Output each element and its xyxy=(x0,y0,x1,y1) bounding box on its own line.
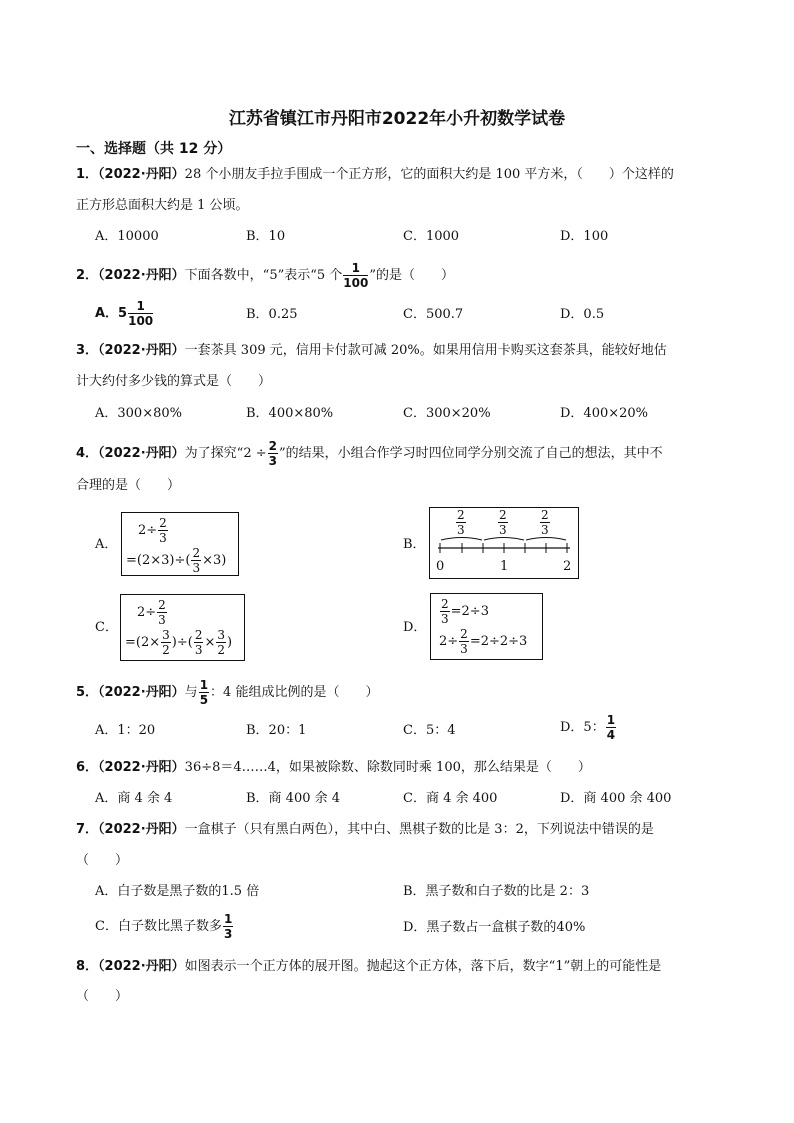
option-a: A．5 $\frac{1}{100}$ xyxy=(95,299,154,328)
question-8-line-2: （ ） xyxy=(76,989,129,1004)
option-c: C．1000 xyxy=(403,229,460,244)
question-number: 4． xyxy=(76,446,99,461)
question-6 xyxy=(76,759,591,777)
tick-label: 1 xyxy=(500,559,509,574)
question-text: 36÷8＝4……4，如果被除数、除数同时乘 100，那么结果是（ ） xyxy=(184,760,591,775)
question-source: （2022·丹阳） xyxy=(98,343,185,358)
question-1-line-2: 正方形总面积大约是 1 公顷。 xyxy=(76,198,249,213)
option-b: B．0.25 xyxy=(246,307,298,322)
option-d: D．100 xyxy=(560,229,609,244)
question-text: 下面各数中，“5”表示“5 个 xyxy=(184,268,343,283)
option-b: B．400×80% xyxy=(246,406,334,421)
question-text: ”的是（ ） xyxy=(369,268,455,283)
option-d: D．0.5 xyxy=(560,307,605,322)
fraction: $\frac{2}{3}$ xyxy=(499,508,507,537)
question-text: ”的结果，小组合作学习时四位同学分别交流了自己的想法，其中不 xyxy=(278,446,663,461)
option-d-label: D． xyxy=(403,620,427,635)
question-text: ：4 能组成比例的是（ ） xyxy=(210,685,379,700)
question-number: 8． xyxy=(76,959,99,974)
option-b: B．商 400 余 4 xyxy=(246,791,341,806)
question-source: （2022·丹阳） xyxy=(98,760,185,775)
option-d: D．黑子数占一盒棋子数的40% xyxy=(403,920,586,935)
option-c: C．商 4 余 400 xyxy=(403,791,498,806)
option-b: B．10 xyxy=(246,229,286,244)
option-a-box: 2÷ $\frac{2}{3}$ =(2×3)÷( $\frac{2}{3}$ ×3) xyxy=(121,512,239,576)
question-3-line-2: 计大约付多少钱的算式是（ ） xyxy=(76,374,272,389)
option-c: C．300×20% xyxy=(403,406,491,421)
fraction: $\frac{1}{100}$ xyxy=(128,299,154,328)
option-c: C．白子数比黑子数多 $\frac{1}{3}$ xyxy=(95,912,233,941)
section-heading: 一、选择题（共 12 分） xyxy=(76,141,232,157)
fraction: $\frac{1}{4}$ xyxy=(606,713,616,742)
tick-label: 0 xyxy=(436,559,445,574)
option-d-box: $\frac{2}{3}$ =2÷3 2÷ $\frac{2}{3}$ =2÷2÷3 xyxy=(430,593,543,660)
question-number: 5． xyxy=(76,685,99,700)
question-8 xyxy=(76,958,661,976)
question-text: 一套茶具 309 元，信用卡付款可减 20%。如果用信用卡购买这套茶具，能较好地估 xyxy=(184,343,667,358)
option-b: B．黑子数和白子数的比是 2：3 xyxy=(403,884,590,899)
question-3 xyxy=(76,342,667,360)
fraction: $\frac{1}{100}$ xyxy=(343,261,369,290)
option-d: D．商 400 余 400 xyxy=(560,791,672,806)
question-source: （2022·丹阳） xyxy=(98,685,185,700)
question-7-line-2: （ ） xyxy=(76,853,129,868)
question-text: 与 xyxy=(184,685,198,700)
option-d: D．400×20% xyxy=(560,406,649,421)
question-text: 一盒棋子（只有黑白两色），其中白、黑棋子数的比是 3：2，下列说法中错误的是 xyxy=(184,822,654,837)
question-source: （2022·丹阳） xyxy=(98,446,185,461)
option-a: A．300×80% xyxy=(95,406,182,421)
question-4-line-2: 合理的是（ ） xyxy=(76,478,181,493)
question-5 xyxy=(76,679,378,706)
option-a: A．10000 xyxy=(95,229,159,244)
option-c-box: 2÷ $\frac{2}{3}$ =(2× $\frac{3}{2}$ )÷( $\frac{2}{3}$ × $\frac{3}{2}$ ) xyxy=(120,594,245,661)
question-number: 3． xyxy=(76,343,99,358)
question-number: 6． xyxy=(76,760,99,775)
question-7 xyxy=(76,821,654,839)
page-title: 江苏省镇江市丹阳市2022年小升初数学试卷 xyxy=(228,109,566,129)
question-text: 为了探究“2 ÷ xyxy=(184,446,267,461)
question-number: 7． xyxy=(76,822,99,837)
option-b-box xyxy=(429,507,579,579)
option-a: A．商 4 余 4 xyxy=(95,791,173,806)
option-b: B．20：1 xyxy=(246,723,307,738)
option-c: C．5：4 xyxy=(403,723,456,738)
option-a: A．1：20 xyxy=(95,723,156,738)
fraction: $\frac{2}{3}$ xyxy=(457,508,465,537)
fraction: $\frac{1}{3}$ xyxy=(223,912,233,941)
option-c: C．500.7 xyxy=(403,307,464,322)
question-source: （2022·丹阳） xyxy=(98,959,185,974)
question-4 xyxy=(76,440,663,467)
option-a: A．白子数是黑子数的1.5 倍 xyxy=(95,884,260,899)
tick-label: 2 xyxy=(563,559,572,574)
option-d: D．5： $\frac{1}{4}$ xyxy=(560,713,616,742)
question-number: 2． xyxy=(76,268,99,283)
fraction: $\frac{2}{3}$ xyxy=(268,439,277,468)
question-number: 1． xyxy=(76,167,99,182)
question-2 xyxy=(76,262,454,289)
question-text: 28 个小朋友手拉手围成一个正方形，它的面积大约是 100 平方米，（ ）个这样的 xyxy=(184,167,674,182)
question-source: （2022·丹阳） xyxy=(98,822,185,837)
question-1 xyxy=(76,166,674,184)
question-source: （2022·丹阳） xyxy=(98,167,185,182)
fraction: $\frac{1}{5}$ xyxy=(199,678,209,707)
option-c-label: C． xyxy=(95,620,118,635)
fraction: $\frac{2}{3}$ xyxy=(541,508,549,537)
option-b-label: B． xyxy=(403,537,426,552)
option-a-label: A． xyxy=(95,537,118,552)
question-source: （2022·丹阳） xyxy=(98,268,185,283)
question-text: 如图表示一个正方体的展开图。抛起这个正方体，落下后，数字“1”朝上的可能性是 xyxy=(184,959,662,974)
